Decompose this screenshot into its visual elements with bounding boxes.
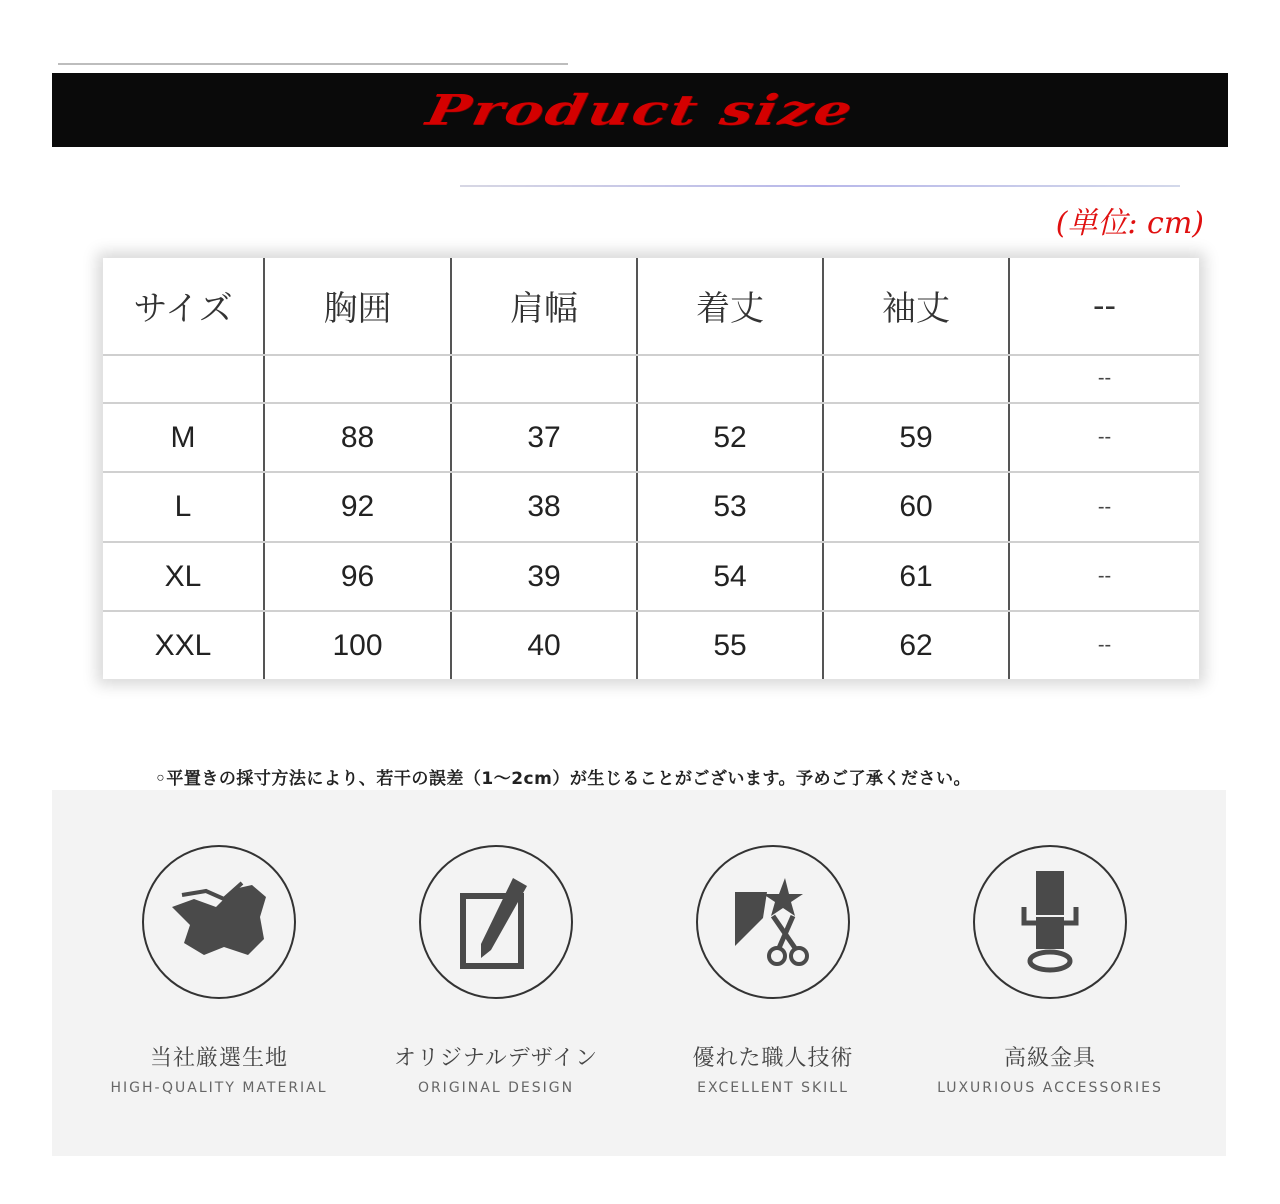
table-cell — [451, 355, 637, 403]
fabric-icon — [142, 845, 296, 999]
table-cell: 37 — [451, 403, 637, 473]
feature-high-quality-material — [79, 845, 359, 1096]
table-cell: -- — [1009, 355, 1199, 403]
table-header-row — [103, 258, 1199, 355]
feature-subtitle: LUXURIOUS ACCESSORIES — [937, 1080, 1163, 1096]
table-row — [103, 611, 1199, 679]
table-cell: 38 — [451, 472, 637, 542]
table-cell: 96 — [264, 542, 451, 612]
table-cell: 55 — [637, 611, 823, 679]
feature-original-design — [356, 845, 636, 1096]
table-row — [103, 355, 1199, 403]
table-cell: 100 — [264, 611, 451, 679]
table-cell: -- — [1009, 542, 1199, 612]
table-row — [103, 403, 1199, 473]
feature-title: 当社厳選生地 — [149, 1046, 288, 1071]
product-size-banner — [52, 73, 1228, 147]
table-cell: -- — [1009, 472, 1199, 542]
table-cell: 61 — [823, 542, 1009, 612]
feature-subtitle: ORIGINAL DESIGN — [417, 1080, 575, 1096]
header-cell: 肩幅 — [451, 258, 637, 355]
feature-subtitle: EXCELLENT SKILL — [697, 1080, 849, 1096]
measurement-note: ◦平置きの採寸方法により、若干の誤差（1～2cm）が生じることがございます。予めご了承ください。 — [155, 769, 971, 789]
unit-label: (単位: cm) — [1055, 206, 1204, 241]
buckle-icon — [973, 845, 1127, 999]
table-cell: M — [103, 403, 264, 473]
header-cell: 胸囲 — [264, 258, 451, 355]
table-cell — [103, 355, 264, 403]
header-cell: サイズ — [103, 258, 264, 355]
table-cell — [264, 355, 451, 403]
table-row — [103, 542, 1199, 612]
design-pencil-icon — [419, 845, 573, 999]
table-cell: L — [103, 472, 264, 542]
table-cell: -- — [1009, 403, 1199, 473]
table-cell: -- — [1097, 634, 1112, 657]
table-cell: XL — [103, 542, 264, 612]
header-cell: 着丈 — [637, 258, 823, 355]
feature-title: 高級金具 — [1003, 1046, 1096, 1071]
scissors-icon — [696, 845, 850, 999]
table-cell: 88 — [264, 403, 451, 473]
table-cell: 62 — [823, 611, 1009, 679]
header-cell: 袖丈 — [823, 258, 1009, 355]
banner-title: Product size — [422, 85, 858, 135]
table-row — [103, 472, 1199, 542]
table-cell: 53 — [637, 472, 823, 542]
table-cell — [823, 355, 1009, 403]
features-section — [52, 790, 1226, 1156]
table-cell: 40 — [451, 611, 637, 679]
sub-divider — [460, 185, 1180, 187]
table-cell: 60 — [823, 472, 1009, 542]
feature-subtitle: HIGH-QUALITY MATERIAL — [110, 1080, 328, 1096]
top-divider — [58, 63, 568, 65]
table-cell: 52 — [637, 403, 823, 473]
table-cell: XXL — [103, 611, 264, 679]
table-cell — [637, 355, 823, 403]
feature-luxurious-accessories — [910, 845, 1190, 1096]
feature-title: オリジナルデザイン — [393, 1046, 599, 1071]
table-cell: 92 — [264, 472, 451, 542]
table-cell: 39 — [451, 542, 637, 612]
size-table-container — [103, 258, 1199, 679]
feature-title: 優れた職人技術 — [692, 1046, 854, 1071]
header-cell: -- — [1009, 258, 1199, 355]
table-cell: 59 — [823, 403, 1009, 473]
size-table — [103, 258, 1199, 679]
feature-excellent-skill — [633, 845, 913, 1096]
table-cell: 54 — [637, 542, 823, 612]
